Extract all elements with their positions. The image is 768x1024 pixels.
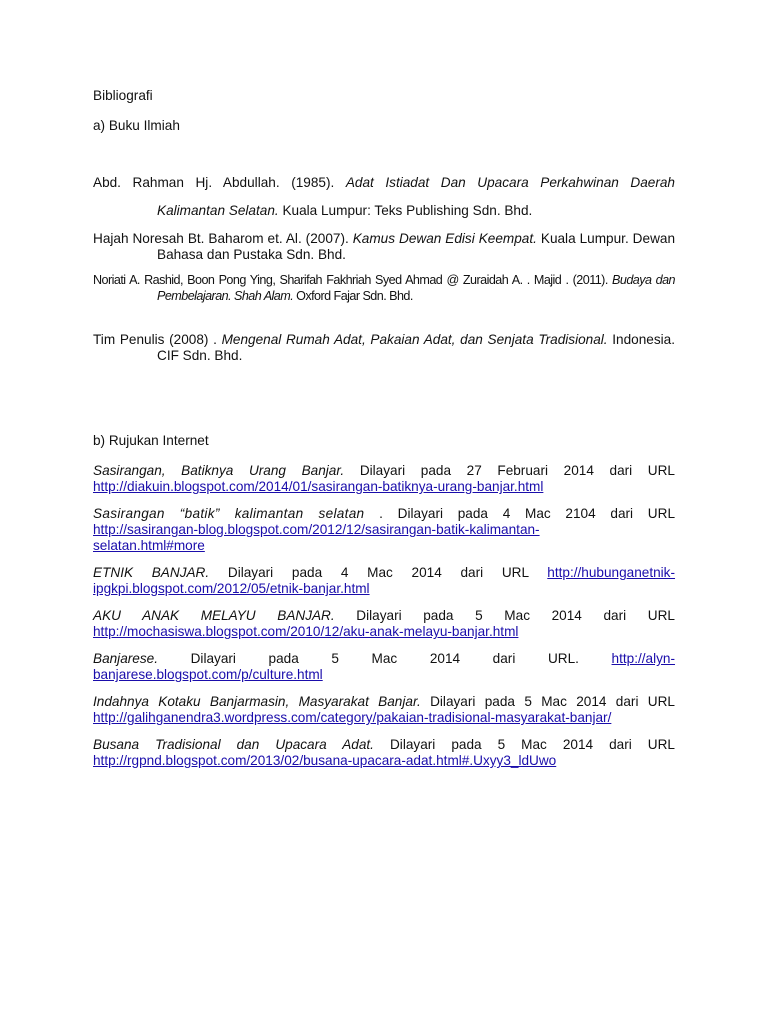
- book-1-author: Abd. Rahman Hj. Abdullah. (1985).: [93, 175, 335, 190]
- internet-7-title: Busana Tradisional dan Upacara Adat.: [93, 737, 374, 752]
- internet-5-url-link-cont[interactable]: banjarese.blogspot.com/p/culture.html: [93, 667, 323, 682]
- book-4-author: Tim Penulis (2008) .: [93, 332, 217, 347]
- internet-7-accessed: Dilayari pada 5 Mac 2014 dari URL: [389, 737, 675, 752]
- internet-5-url-link[interactable]: http://alyn-: [611, 651, 675, 666]
- internet-5-title: Banjarese.: [93, 651, 158, 666]
- internet-entry-5-line-1: [93, 651, 675, 667]
- internet-1-url-link[interactable]: http://diakuin.blogspot.com/2014/01/sasirangan-batiknya-urang-banjar.html: [93, 479, 544, 494]
- page-title: Bibliografi: [93, 88, 153, 103]
- internet-entry-6-line-2: [93, 710, 675, 726]
- section-heading-internet: b) Rujukan Internet: [93, 433, 209, 448]
- internet-7-url-link[interactable]: http://rgpnd.blogspot.com/2013/02/busana-upacara-adat.html#.Uxyy3_ldUwo: [93, 753, 557, 768]
- internet-5-accessed: Dilayari pada 5 Mac 2014 dari URL.: [190, 651, 579, 666]
- book-2-title: Kamus Dewan Edisi Keempat.: [352, 231, 537, 246]
- internet-4-title: AKU ANAK MELAYU BANJAR.: [93, 608, 335, 623]
- internet-6-accessed: Dilayari pada 5 Mac 2014 dari URL: [430, 694, 675, 709]
- book-entry-1-line-1: [93, 175, 675, 191]
- internet-3-accessed: Dilayari pada 4 Mac 2014 dari URL: [227, 565, 529, 580]
- book-entry-4: [93, 332, 675, 364]
- internet-4-url-link[interactable]: http://mochasiswa.blogspot.com/2010/12/aku-anak-melayu-banjar.html: [93, 624, 519, 639]
- book-4-title: Mengenal Rumah Adat, Pakaian Adat, dan Senjata Tradisional.: [221, 332, 608, 347]
- internet-entry-7-line-2: [93, 753, 675, 769]
- internet-3-url-link-cont[interactable]: ipgkpi.blogspot.com/2012/05/etnik-banjar.html: [93, 581, 370, 596]
- internet-3-title: ETNIK BANJAR.: [93, 565, 210, 580]
- internet-entry-4-line-1: [93, 608, 675, 624]
- internet-4-accessed: Dilayari pada 5 Mac 2014 dari URL: [356, 608, 675, 623]
- internet-entry-3-line-1: [93, 565, 675, 581]
- internet-6-title: Indahnya Kotaku Banjarmasin, Masyarakat Banjar.: [93, 694, 421, 709]
- internet-entry-2-line-1: [93, 506, 675, 522]
- internet-entry-5-line-2: [93, 667, 675, 683]
- book-entry-1-line-2: [93, 203, 675, 219]
- book-3-author: Noriati A. Rashid, Boon Pong Ying, Sharifah Fakhriah Syed Ahmad @ Zuraidah A. . Majid . (2011).: [93, 273, 608, 287]
- internet-2-url-link[interactable]: http://sasirangan-blog.blogspot.com/2012/12/sasirangan-batik-kalimantan-: [93, 522, 540, 537]
- internet-1-title: Sasirangan, Batiknya Urang Banjar.: [93, 463, 345, 478]
- internet-1-accessed: Dilayari pada 27 Februari 2014 dari URL: [359, 463, 675, 478]
- internet-entry-2-line-3: [93, 538, 675, 554]
- book-1-title: Adat Istiadat Dan Upacara Perkahwinan Daerah: [345, 175, 675, 190]
- internet-3-url-link[interactable]: http://hubunganetnik-: [547, 565, 676, 580]
- internet-2-title: Sasirangan “batik” kalimantan selatan: [93, 506, 365, 521]
- book-3-publisher: Oxford Fajar Sdn. Bhd.: [296, 289, 413, 303]
- section-heading-books: a) Buku Ilmiah: [93, 118, 180, 133]
- internet-entry-1-line-1: [93, 463, 675, 479]
- internet-entry-2-line-2: [93, 522, 675, 538]
- internet-entry-1-line-2: [93, 479, 675, 495]
- book-entry-3: [93, 272, 675, 304]
- internet-entry-6-line-1: [93, 694, 675, 710]
- book-2-publisher: Kuala Lumpur. Dewan Bahasa dan Pustaka Sdn. Bhd.: [157, 231, 676, 262]
- book-4-publisher: Indonesia. CIF Sdn. Bhd.: [157, 332, 676, 363]
- internet-6-url-link[interactable]: http://galihganendra3.wordpress.com/category/pakaian-tradisional-masyarakat-banjar/: [93, 710, 612, 725]
- internet-2-accessed: . Dilayari pada 4 Mac 2104 dari URL: [379, 506, 676, 521]
- internet-entry-7-line-1: [93, 737, 675, 753]
- book-1-publisher: Kuala Lumpur: Teks Publishing Sdn. Bhd.: [282, 203, 533, 218]
- book-1-title-cont: Kalimantan Selatan.: [157, 203, 279, 218]
- book-3-title: Budaya dan Pembelajaran. Shah Alam.: [157, 273, 676, 303]
- book-entry-2: [93, 231, 675, 263]
- internet-entry-4-line-2: [93, 624, 675, 640]
- internet-2-url-link-cont[interactable]: selatan.html#more: [93, 538, 205, 553]
- book-2-author: Hajah Noresah Bt. Baharom et. Al. (2007).: [93, 231, 349, 246]
- internet-entry-3-line-2: [93, 581, 675, 597]
